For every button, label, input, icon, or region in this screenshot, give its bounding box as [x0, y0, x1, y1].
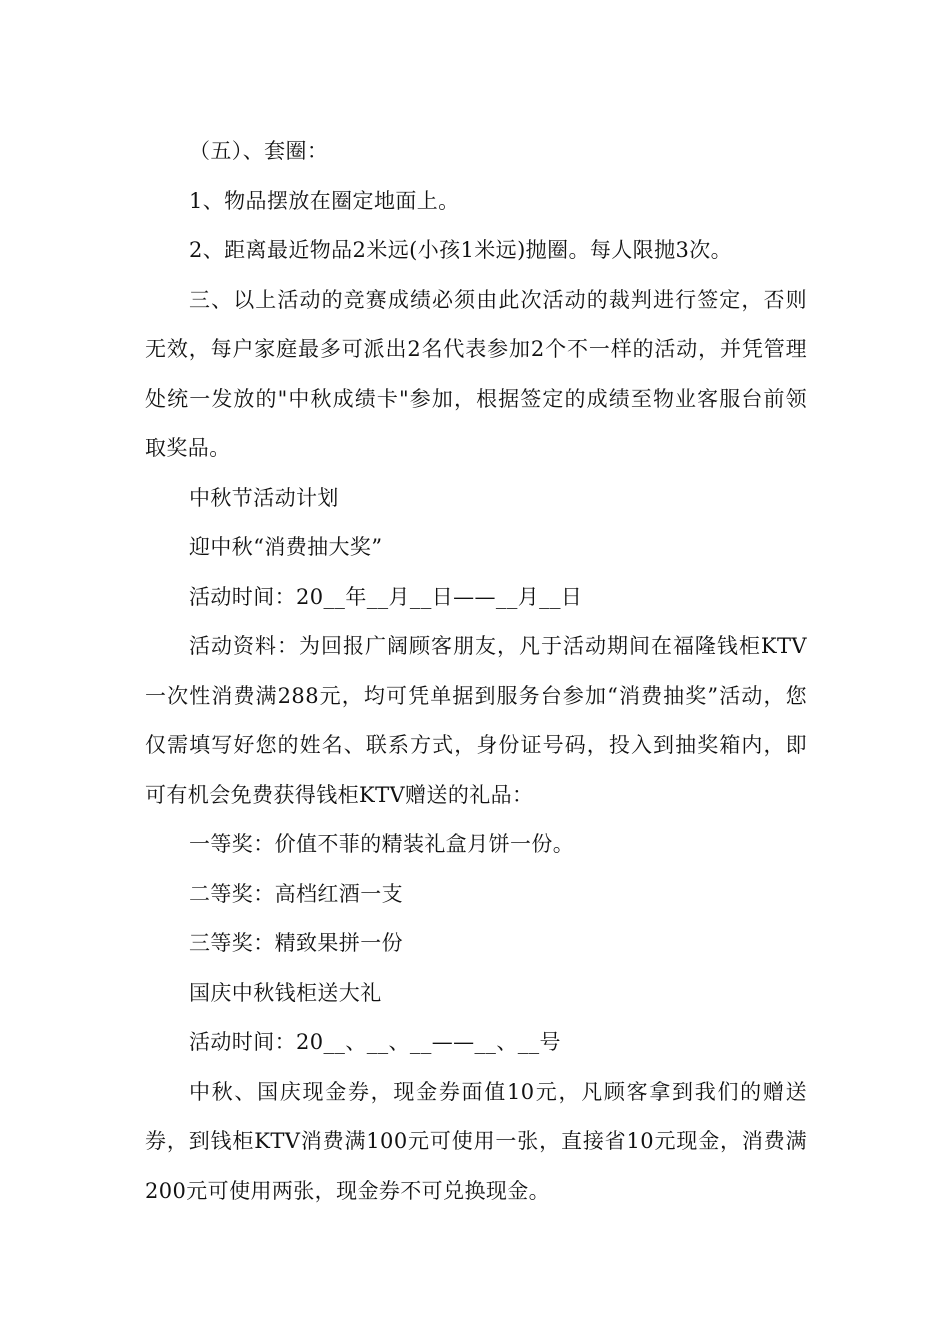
voucher-paragraph: 中秋、国庆现金券，现金券面值10元，凡顾客拿到我们的赠送券，到钱柜KTV消费满100元可使用一张，直接省10元现金，消费满200元可使用两张，现金券不可兑换现金。	[145, 1079, 807, 1203]
prize-third: 三等奖：精致果拼一份	[189, 931, 403, 955]
plan-title: 中秋节活动计划	[189, 485, 339, 510]
prize-first: 一等奖：价值不菲的精装礼盒月饼一份。	[189, 832, 575, 856]
event-title-gift: 国庆中秋钱柜送大礼	[189, 980, 382, 1005]
event-title-lottery: 迎中秋“消费抽大奖”	[189, 535, 383, 559]
rule-item-2: 2、距离最近物品2米远(小孩1米远)抛圈。每人限抛3次。	[189, 238, 733, 262]
event-details-paragraph: 活动资料：为回报广阔顾客朋友，凡于活动期间在福隆钱柜KTV一次性消费满288元，均可凭单据到服务台参加“消费抽奖”活动，您仅需填写好您的姓名、联系方式，身份证号码，投入到抽奖箱内，即可有机会免费获得钱柜KTV赠送的礼品：	[145, 634, 807, 807]
event-time-lottery: 活动时间：20__年__月__日——__月__日	[189, 584, 583, 609]
section-heading-ring-toss: （五）、套圈：	[189, 139, 329, 163]
rules-paragraph-3: 三、以上活动的竞赛成绩必须由此次活动的裁判进行签定，否则无效，每户家庭最多可派出2名代表参加2个不一样的活动，并凭管理处统一发放的"中秋成绩卡"参加，根据签定的成绩至物业客服台前领取奖品。	[145, 287, 807, 460]
document-body	[145, 127, 807, 1216]
rule-item-1: 1、物品摆放在圈定地面上。	[189, 188, 460, 213]
event-time-gift: 活动时间：20__、__、__——__、__号	[189, 1030, 561, 1054]
prize-second: 二等奖：高档红酒一支	[189, 881, 403, 906]
